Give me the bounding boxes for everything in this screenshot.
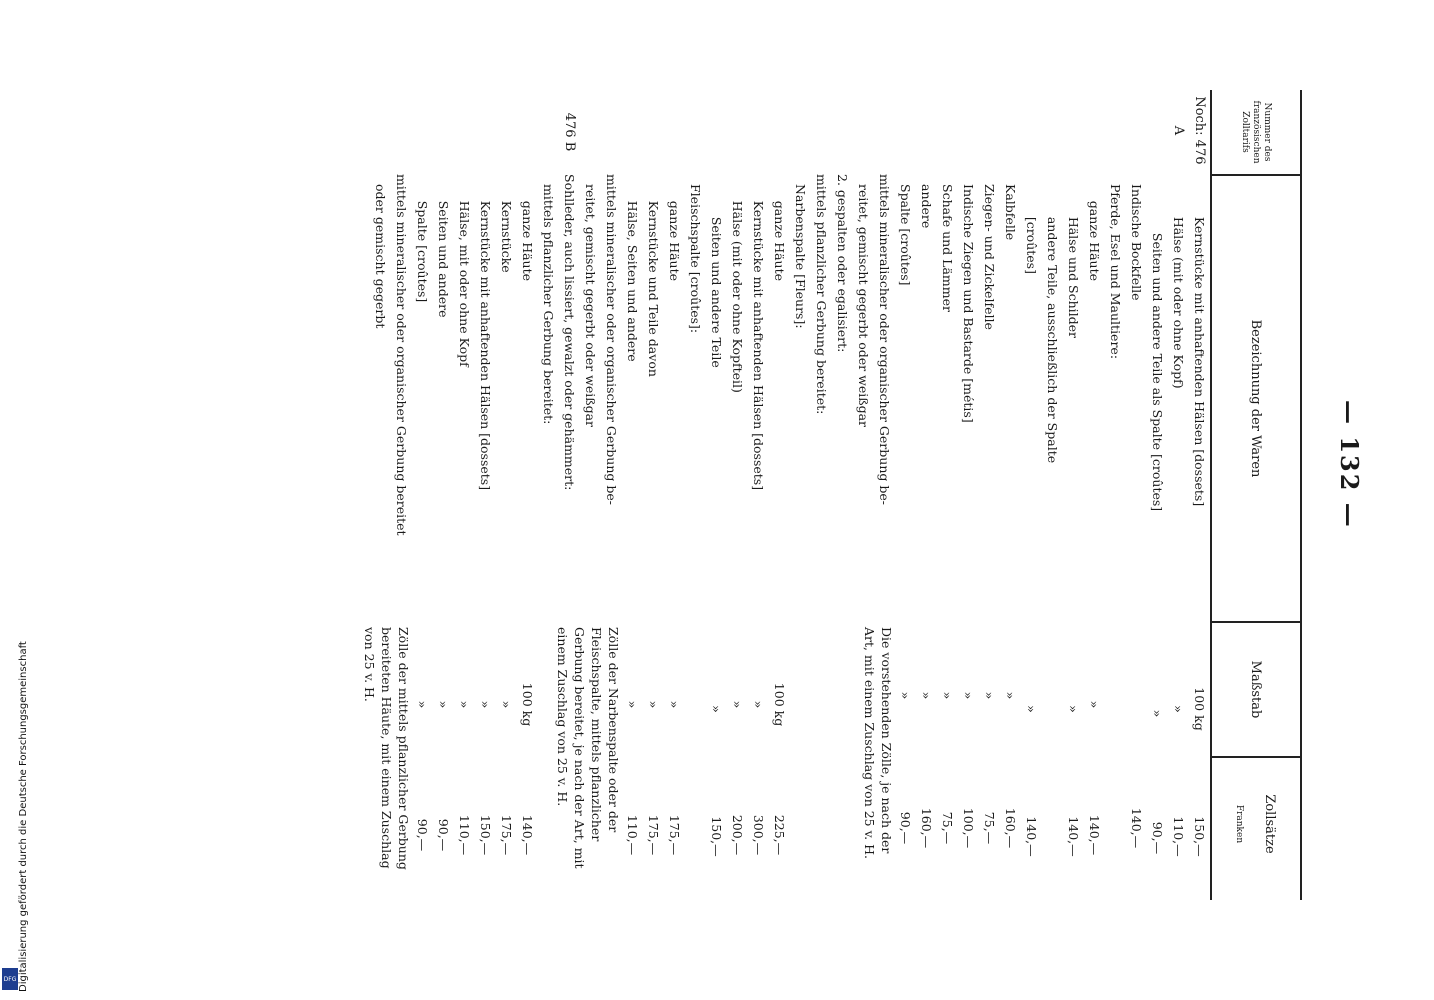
- goods-description: Spalte [croûtes]: [898, 184, 913, 286]
- page-number: — 132 —: [1335, 400, 1364, 529]
- rate: 140,—: [1087, 814, 1102, 856]
- rate: 200,—: [730, 814, 745, 856]
- unit: [790, 629, 811, 762]
- unit: »: [625, 700, 640, 709]
- header-number: Nummer des französischen Zolltarifs: [1212, 90, 1300, 176]
- unit: 100 kg: [520, 682, 535, 727]
- goods-description: mittels mineralischer oder organischer Gerbung be-: [604, 174, 619, 505]
- goods-description: Kernstücke mit anhaftenden Hälsen [dossets]: [1192, 216, 1207, 507]
- rate: 90,—: [1150, 821, 1165, 855]
- goods-description: ganze Häute: [772, 200, 787, 282]
- unit: [1105, 629, 1126, 762]
- goods-description: [croûtes]: [1024, 216, 1039, 274]
- tariff-number: [979, 90, 1000, 174]
- table-row: [706, 90, 727, 900]
- tariff-number: [1105, 90, 1126, 174]
- table-row: [1000, 90, 1021, 900]
- unit: »: [457, 700, 472, 709]
- rate: [1042, 773, 1063, 900]
- tariff-number: [433, 90, 454, 173]
- tariff-number: [748, 90, 769, 173]
- table-row: [1042, 90, 1063, 900]
- tariff-number: [1021, 90, 1042, 171]
- goods-description: Indische Ziegen und Bastarde [métis]: [961, 184, 976, 423]
- goods-description: Seiten und andere Teile als Spalte [croûtes]: [1150, 232, 1165, 512]
- goods-description: Ziegen- und Zickelfelle: [982, 184, 997, 330]
- tariff-number: [832, 90, 853, 174]
- table-row: [1105, 90, 1126, 900]
- header-rates: [1212, 758, 1300, 890]
- tariff-number: [706, 90, 727, 171]
- goods-description: Kernstücke und Teile davon: [646, 200, 661, 377]
- goods-description: reitet, gemischt gegerbt oder weißgar: [583, 184, 598, 427]
- unit: [832, 619, 853, 752]
- unit: »: [1171, 705, 1186, 713]
- tariff-number: [664, 90, 685, 173]
- unit: [1126, 629, 1147, 762]
- unit: [685, 629, 706, 762]
- tariff-number: [538, 90, 559, 174]
- rate: 140,—: [1129, 807, 1144, 849]
- table-row: [433, 90, 454, 900]
- rate: 100,—: [961, 807, 976, 849]
- goods-description: 2. gespalten oder egalisiert:: [835, 174, 850, 353]
- rate: 300,—: [751, 814, 766, 856]
- goods-description: ganze Häute: [667, 200, 682, 282]
- table-header: [1210, 90, 1302, 900]
- unit: »: [730, 700, 745, 709]
- tariff-number: [937, 90, 958, 174]
- tariff-number: [1126, 90, 1147, 174]
- table-row: [643, 90, 664, 900]
- table-row: [937, 90, 958, 900]
- table-row: [1126, 90, 1147, 900]
- unit: 100 kg: [1192, 687, 1207, 731]
- tariff-number: [853, 90, 874, 174]
- table-row: [1168, 90, 1189, 900]
- unit: »: [436, 700, 451, 709]
- goods-description: Seiten und andere Teile: [709, 216, 724, 368]
- rate: 140,—: [1024, 816, 1039, 857]
- tariff-number: Noch: 476 A: [1171, 96, 1207, 165]
- goods-description: ganze Häute: [520, 200, 535, 282]
- unit: »: [667, 700, 682, 709]
- rate: 110,—: [1171, 816, 1186, 857]
- tariff-number: 476 B: [562, 112, 577, 152]
- goods-description: Hälse (mit oder ohne Kopfteil): [730, 200, 745, 393]
- rate: [790, 762, 811, 894]
- unit: »: [1150, 709, 1165, 718]
- goods-description: mittels mineralischer oder organischer Gerbung be-: [877, 174, 892, 505]
- goods-description: mittels pflanzlicher Gerbung bereitet:: [814, 174, 829, 415]
- rate: 75,—: [982, 811, 997, 845]
- table-row: [1084, 90, 1105, 900]
- goods-description: Kalbfelle: [1003, 184, 1018, 241]
- dfg-logo: DFG: [2, 968, 18, 990]
- tariff-number: [895, 90, 916, 174]
- goods-description: ganze Häute: [1087, 200, 1102, 282]
- tariff-number: [790, 90, 811, 174]
- goods-description: Schafe und Lämmer: [940, 184, 955, 312]
- unit: »: [478, 700, 493, 709]
- table-row: [895, 90, 916, 900]
- table-row: [790, 90, 811, 900]
- rate: 110,—: [625, 814, 640, 856]
- rate: 140,—: [1066, 816, 1081, 857]
- rotated-tariff-page: [130, 90, 1364, 910]
- unit: »: [646, 700, 661, 709]
- unit: »: [415, 700, 430, 709]
- header-description: Bezeichnung der Waren: [1212, 176, 1300, 623]
- rate: 150,—: [709, 816, 724, 857]
- goods-description: Narbenspalte [Fleurs]:: [793, 184, 808, 329]
- unit: »: [919, 691, 934, 700]
- table-row: [496, 90, 517, 900]
- rate: 150,—: [478, 814, 493, 856]
- tariff-number: [1168, 90, 1189, 171]
- rate: 110,—: [457, 814, 472, 856]
- tariff-number: [727, 90, 748, 173]
- rate: [685, 762, 706, 894]
- rate: 160,—: [919, 807, 934, 849]
- goods-description: Sohlleder, auch lissiert, gewalzt oder gehämmert:: [562, 174, 577, 491]
- tariff-number: [916, 90, 937, 174]
- goods-description: oder gemischt gegerbt: [373, 184, 388, 329]
- unit: 100 kg: [772, 682, 787, 727]
- goods-description: mittels pflanzlicher Gerbung bereitet:: [541, 184, 556, 425]
- table-row: [685, 90, 706, 900]
- tariff-number: [412, 90, 433, 173]
- rate: [811, 752, 832, 884]
- unit: »: [751, 700, 766, 709]
- surcharge-note-2: Zölle der Narbenspalte oder der Fleischspalte, mittels pflanzlicher Gerbung bereitet, je nach der Art, mit einem Zuschlag von 25 v. H.: [555, 627, 621, 869]
- unit: »: [982, 691, 997, 700]
- digitization-credit: [0, 0, 29, 1000]
- table-row: [832, 90, 853, 900]
- unit: »: [499, 700, 514, 709]
- tariff-number: [1000, 90, 1021, 174]
- table-row: [412, 90, 433, 900]
- unit: »: [961, 691, 976, 700]
- credit-text: Digitalisierung gefördert durch die Deutsche Forschungsgemeinschaft: [18, 641, 29, 992]
- rate: 75,—: [940, 811, 955, 845]
- table-row: [1021, 90, 1042, 900]
- goods-description: Hälse (mit oder ohne Kopf): [1171, 216, 1186, 389]
- unit: »: [1087, 700, 1102, 709]
- table-row: [454, 90, 475, 900]
- table-row: [748, 90, 769, 900]
- tariff-number: [454, 90, 475, 173]
- table-row: [811, 90, 832, 900]
- tariff-number: [475, 90, 496, 173]
- goods-description: Hälse und Schilder: [1066, 216, 1081, 339]
- goods-description: Kernstücke: [499, 200, 514, 273]
- table-row: [916, 90, 937, 900]
- tariff-number: [1147, 90, 1168, 169]
- tariff-number: [391, 90, 412, 174]
- goods-description: Fleischspalte [croûtes]:: [688, 184, 703, 334]
- unit: »: [898, 691, 913, 700]
- goods-description: Kernstücke mit anhaftenden Hälsen [dossets]: [478, 200, 493, 491]
- table-row: [1147, 90, 1168, 900]
- rate: 140,—: [520, 814, 535, 856]
- rate: 90,—: [898, 811, 913, 845]
- tariff-number: [769, 90, 790, 173]
- rate: [832, 752, 853, 884]
- tariff-number: [496, 90, 517, 173]
- goods-description: reitet, gemischt gegerbt oder weißgar: [856, 184, 871, 427]
- goods-description: andere: [919, 184, 934, 229]
- table-row: [979, 90, 1000, 900]
- tariff-number: [622, 90, 643, 173]
- tariff-number: [1063, 90, 1084, 171]
- rate: 160,—: [1003, 807, 1018, 849]
- unit: [1042, 645, 1063, 773]
- table-row: [769, 90, 790, 900]
- rate: 175,—: [646, 814, 661, 856]
- tariff-number: [685, 90, 706, 174]
- header-unit: Maßstab: [1212, 623, 1300, 758]
- goods-description: Hälse, mit oder ohne Kopf: [457, 200, 472, 367]
- table-row: [958, 90, 979, 900]
- tariff-number: [643, 90, 664, 173]
- table-row: [727, 90, 748, 900]
- goods-description: Seiten und andere: [436, 200, 451, 318]
- unit: »: [709, 705, 724, 713]
- tariff-number: [517, 90, 538, 173]
- tariff-number: [580, 90, 601, 174]
- goods-description: Indische Bockfelle: [1129, 184, 1144, 301]
- tariff-table: [370, 90, 1302, 900]
- table-row: [622, 90, 643, 900]
- rate: 90,—: [415, 818, 430, 852]
- tariff-number: [370, 90, 391, 174]
- goods-description: Hälse, Seiten und andere: [625, 200, 640, 362]
- goods-description: Kernstücke mit anhaftenden Hälsen [dossets]: [751, 200, 766, 491]
- rate: 175,—: [499, 814, 514, 856]
- goods-description: Spalte [croûtes]: [415, 200, 430, 303]
- tariff-number: [601, 90, 622, 174]
- goods-description: andere Teile, ausschließlich der Spalte: [1045, 216, 1060, 464]
- table-row: [1063, 90, 1084, 900]
- table-row: [517, 90, 538, 900]
- tariff-number: [958, 90, 979, 174]
- surcharge-note-3: Zölle der mittels pflanzlicher Gerbung bereiteten Häute, mit einem Zuschlag von 25 v. H.: [362, 627, 411, 870]
- table-row: [664, 90, 685, 900]
- table-row: [475, 90, 496, 900]
- unit: »: [1066, 705, 1081, 713]
- header-rates-sub: Franken: [1234, 804, 1245, 844]
- rate: 90,—: [436, 818, 451, 852]
- table-body: [370, 90, 1210, 900]
- rate: [1105, 762, 1126, 894]
- tariff-number: [874, 90, 895, 174]
- tariff-number: [1084, 90, 1105, 173]
- rate: 150,—: [1192, 816, 1207, 857]
- unit: »: [1024, 705, 1039, 713]
- unit: [811, 619, 832, 752]
- surcharge-note-1: Die vorstehenden Zölle, je nach der Art, mit einem Zuschlag von 25 v. H.: [862, 627, 894, 860]
- rate: 225,—: [772, 814, 787, 856]
- unit: »: [1003, 691, 1018, 700]
- goods-description: mittels mineralischer oder organischer Gerbung bereitet: [394, 174, 409, 536]
- tariff-number: [811, 90, 832, 174]
- goods-description: Pferde, Esel und Maultiere:: [1108, 184, 1123, 360]
- unit: »: [940, 691, 955, 700]
- header-rates-label: Zollsätze: [1262, 794, 1278, 854]
- tariff-number: [1042, 90, 1063, 171]
- rate: 175,—: [667, 814, 682, 856]
